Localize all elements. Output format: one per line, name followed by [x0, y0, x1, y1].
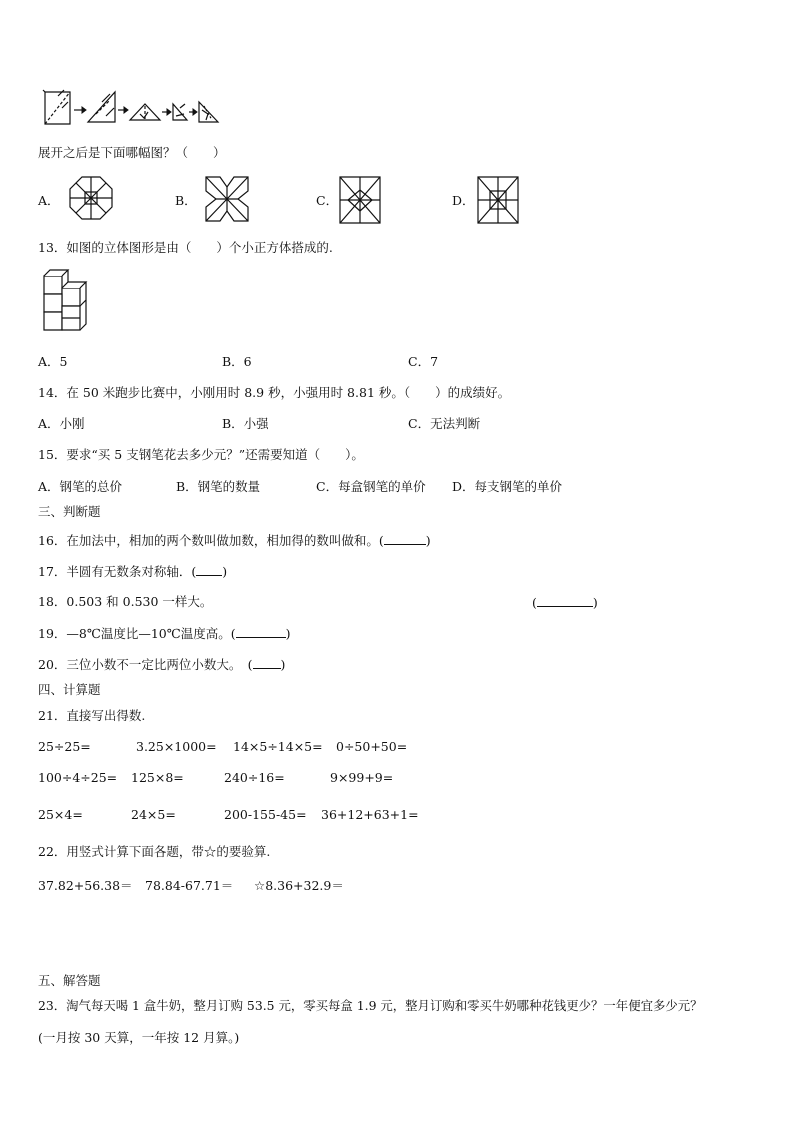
q16-statement [38, 532, 431, 549]
q12-option-c-square-figure[interactable] [338, 175, 382, 225]
q15-choice-d[interactable]: D．每支钢笔的单价 [452, 479, 563, 494]
q21-expression: 25×4= [38, 807, 83, 822]
paper-folding-sequence-figure [40, 86, 225, 128]
arrow-right-icon [189, 109, 197, 115]
q22-item: ☆8.36+32.9＝ [254, 878, 344, 893]
q15-choice-c[interactable]: C．每盒钢笔的单价 [316, 479, 426, 494]
q21-expression: 24×5= [131, 807, 176, 822]
q19-close-paren: ) [285, 626, 291, 641]
fold-step-3 [130, 104, 160, 120]
q18-open-paren: ( [532, 595, 537, 610]
q21-expression: 25÷25= [38, 739, 91, 754]
section-3-title: 三、判断题 [38, 504, 101, 519]
section-5-title: 五、解答题 [38, 973, 101, 988]
fold-step-1 [43, 90, 70, 124]
q16-answer-blank[interactable] [384, 532, 426, 545]
arrow-right-icon [162, 109, 171, 115]
q14-choice-c[interactable]: C．无法判断 [408, 416, 481, 431]
q23-line-1: 23．淘气每天喝 1 盒牛奶，整月订购 53.5 元，零买每盒 1.9 元，整月订购和零买牛奶哪种花钱更少？一年便宜多少元？ [38, 998, 703, 1013]
q21-expression: 240÷16= [224, 770, 285, 785]
q21-expression: 9×99+9= [330, 770, 394, 785]
q16-close-paren: ) [425, 533, 431, 548]
q19-answer-blank[interactable] [236, 625, 286, 638]
q21-stem: 21．直接写出得数. [38, 708, 146, 723]
q12-option-d-label: D． [452, 193, 475, 208]
q23-line-2: (一月按 30 天算，一年按 12 月算。) [38, 1030, 240, 1045]
q17-close-paren: ) [222, 564, 228, 579]
arrow-right-icon [118, 107, 128, 113]
q20-statement [38, 656, 285, 673]
q17-answer-blank[interactable] [196, 563, 222, 576]
q22-stem: 22．用竖式计算下面各题，带☆的要验算. [38, 844, 271, 859]
q17-statement [38, 563, 227, 580]
q12-option-b-cross-figure[interactable] [204, 175, 250, 223]
q15-stem: 15．要求“买 5 支钢笔花去多少元？”还需要知道（ ）。 [38, 447, 364, 462]
arrow-right-icon [74, 107, 86, 113]
q21-expression: 3.25×1000= [136, 739, 217, 754]
section-4-title: 四、计算题 [38, 682, 101, 697]
q13-choice-a[interactable]: A．5 [38, 354, 68, 369]
q20-text: 20．三位小数不一定比两位小数大。 ( [38, 657, 253, 672]
q21-expression: 100÷4÷25= [38, 770, 118, 785]
q18-answer-blank[interactable] [537, 594, 593, 607]
fold-step-2 [88, 92, 115, 122]
q20-close-paren: ) [280, 657, 286, 672]
q16-text: 16．在加法中，相加的两个数叫做加数，相加得的数叫做和。( [38, 533, 384, 548]
q18-text: 18．0.503 和 0.530 一样大。 [38, 594, 213, 609]
q13-cube-stack-figure [40, 268, 96, 338]
q21-expression: 14×5÷14×5= [233, 739, 323, 754]
q22-item: 37.82+56.38＝ [38, 878, 133, 893]
q12-option-c-label: C． [316, 193, 339, 208]
fold-step-5-cut [199, 102, 218, 122]
q13-choice-c[interactable]: C．7 [408, 354, 439, 369]
q19-statement [38, 625, 291, 642]
q12-option-d-square-figure[interactable] [476, 175, 520, 225]
q12-option-a-label: A． [38, 193, 60, 208]
q15-choice-a[interactable]: A．钢笔的总价 [38, 479, 123, 494]
q13-stem: 13．如图的立体图形是由（ ）个小正方体搭成的. [38, 240, 333, 255]
q17-text: 17．半圆有无数条对称轴．( [38, 564, 197, 579]
q18-answer [532, 594, 598, 611]
q18-close-paren: ) [592, 595, 598, 610]
q14-choice-a[interactable]: A．小刚 [38, 416, 85, 431]
q14-choice-b[interactable]: B．小强 [222, 416, 269, 431]
q21-expression: 36+12+63+1= [321, 807, 419, 822]
q21-expression: 200-155-45= [224, 807, 307, 822]
q14-stem: 14．在 50 米跑步比赛中，小刚用时 8.9 秒，小强用时 8.81 秒。（ ）的成绩好。 [38, 385, 511, 400]
q12-option-a-octagon-figure[interactable] [68, 175, 114, 221]
q12-option-b-label: B． [175, 193, 197, 208]
q13-choice-b[interactable]: B．6 [222, 354, 252, 369]
q21-expression: 125×8= [131, 770, 184, 785]
q12-prompt: 展开之后是下面哪幅图？（ ） [38, 145, 226, 160]
q22-item: 78.84-67.71＝ [145, 878, 234, 893]
q21-expression: 0÷50+50= [336, 739, 408, 754]
q15-choice-b[interactable]: B．钢笔的数量 [176, 479, 261, 494]
fold-step-4 [173, 104, 187, 120]
q19-text: 19．—8℃温度比—10℃温度高。( [38, 626, 236, 641]
q20-answer-blank[interactable] [253, 656, 281, 669]
